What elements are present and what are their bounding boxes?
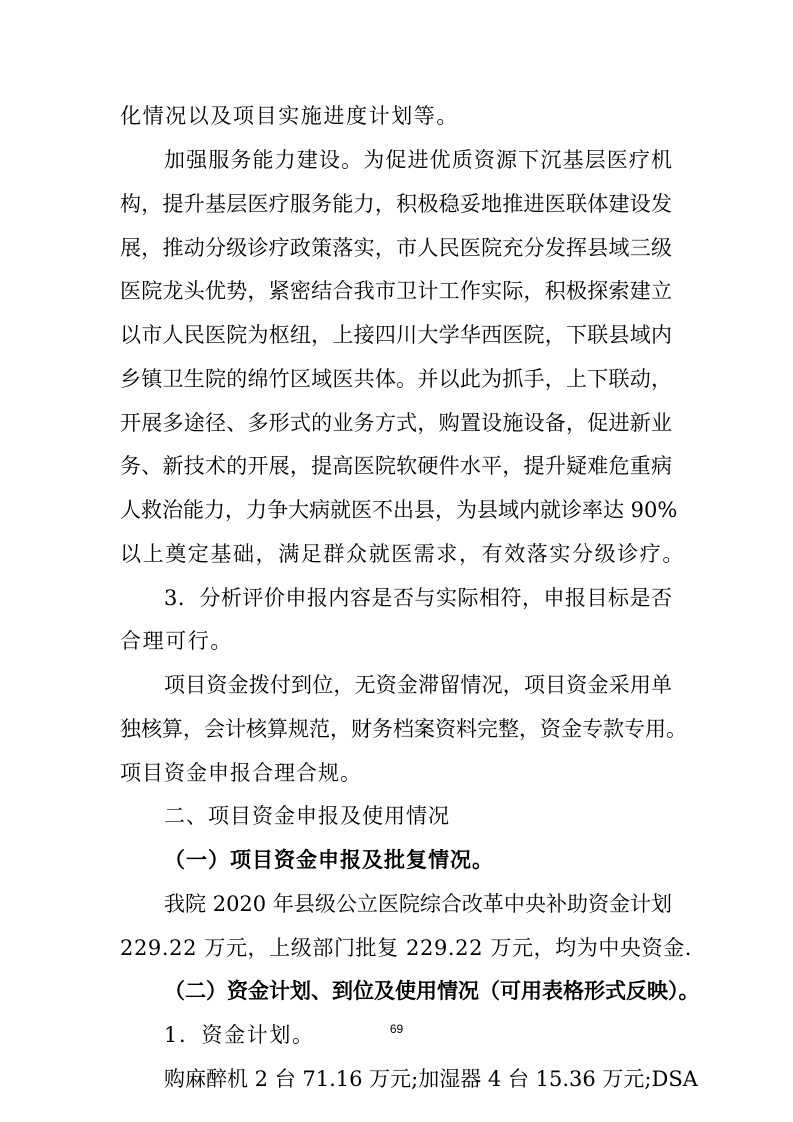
- paragraph-line: 加强服务能力建设。为促进优质资源下沉基层医疗机: [164, 148, 672, 172]
- section-heading: 二、项目资金申报及使用情况: [164, 804, 450, 828]
- paragraph-line: 乡镇卫生院的绵竹区域医共体。并以此为抓手，上下联动，: [120, 367, 672, 391]
- paragraph-line: 项目资金申报合理合规。: [120, 761, 362, 785]
- paragraph-line: 展，推动分级诊疗政策落实，市人民医院充分发挥县域三级: [120, 236, 672, 260]
- paragraph-line: 3．分析评价申报内容是否与实际相符，申报目标是否: [164, 586, 672, 610]
- paragraph-line: 项目资金拨付到位，无资金滞留情况，项目资金采用单: [164, 673, 672, 697]
- paragraph-line: 化情况以及项目实施进度计划等。: [120, 104, 459, 128]
- paragraph-line: 务、新技术的开展，提高医院软硬件水平，提升疑难危重病: [120, 454, 672, 478]
- paragraph-line: 以上奠定基础，满足群众就医需求，有效落实分级诊疗。: [120, 542, 685, 566]
- paragraph-line: 以市人民医院为枢纽，上接四川大学华西医院，下联县域内: [120, 323, 672, 347]
- paragraph-line: 独核算，会计核算规范，财务档案资料完整，资金专款专用。: [120, 717, 687, 741]
- page-number: 69: [389, 1022, 404, 1036]
- subsection-heading: （二）资金计划、到位及使用情况（可用表格形式反映）。: [164, 979, 700, 1003]
- paragraph-line: 1．资金计划。: [164, 1023, 315, 1047]
- paragraph-line: 购麻醉机 2 台 71.16 万元;加湿器 4 台 15.36 万元;DSA: [164, 1067, 698, 1091]
- paragraph-line: 开展多途径、多形式的业务方式，购置设施设备，促进新业: [120, 411, 672, 435]
- paragraph-line: 构，提升基层医疗服务能力，积极稳妥地推进医联体建设发: [120, 192, 672, 216]
- paragraph-line: 合理可行。: [120, 629, 233, 653]
- paragraph-line: 229.22 万元，上级部门批复 229.22 万元，均为中央资金.: [120, 936, 693, 960]
- paragraph-line: 我院 2020 年县级公立医院综合改革中央补助资金计划: [164, 892, 672, 916]
- paragraph-line: 人救治能力，力争大病就医不出县，为县域内就诊率达 90%: [120, 498, 678, 522]
- paragraph-line: 医院龙头优势，紧密结合我市卫计工作实际，积极探索建立: [120, 279, 672, 303]
- subsection-heading: （一）项目资金申报及批复情况。: [164, 848, 494, 872]
